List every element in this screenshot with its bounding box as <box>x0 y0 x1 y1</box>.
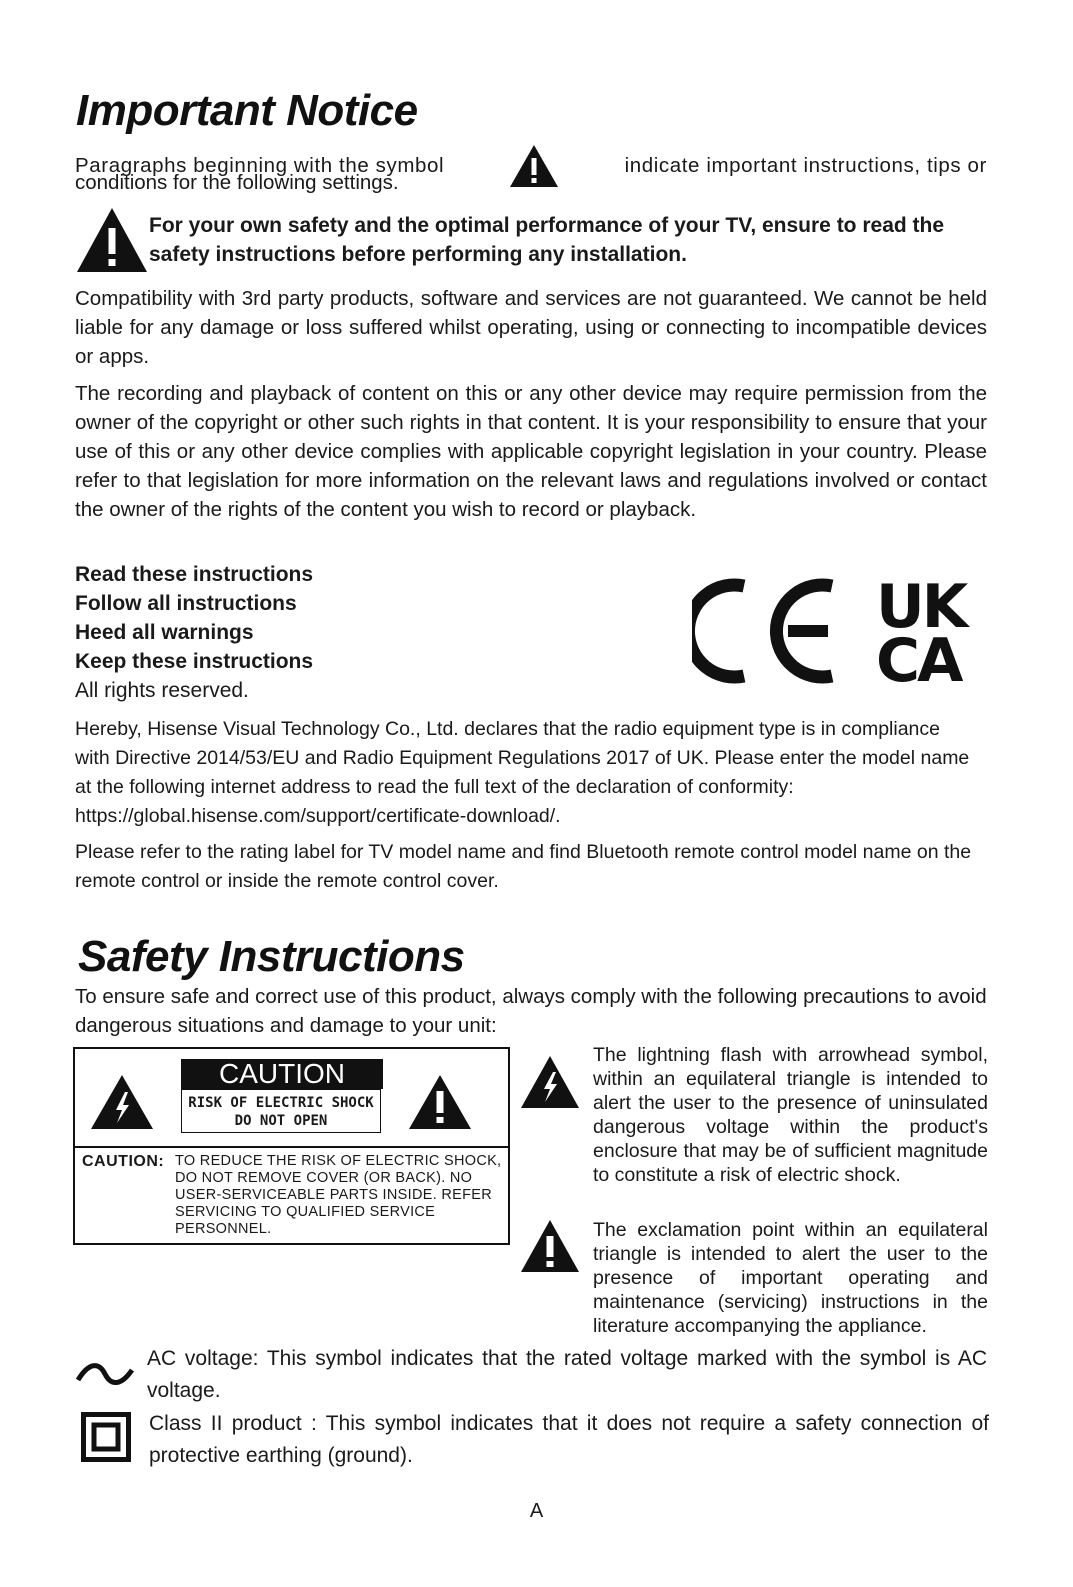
recording-paragraph: The recording and playback of content on this or any other device may require permission from the owner of the copyright or other such rights in that content. It is your responsibility to ensure that your use of this or any other device complies with applicable copyright legislation in your country. Please refer to that legislation for more information on the relevant laws and regulations involved or contact the owner of the rights of the content you wish to record or playback. <box>75 382 987 521</box>
lightning-symbol-icon <box>519 1054 581 1110</box>
ac-voltage-text: AC voltage: This symbol indicates that the rated voltage marked with the symbol is AC voltage. <box>147 1347 987 1402</box>
ukca-mark-logo <box>876 572 988 696</box>
safety-warning-triangle-icon <box>75 206 149 274</box>
caution-label-box <box>73 1047 510 1245</box>
caution-subtitle <box>181 1089 381 1133</box>
ce-mark-logo <box>692 578 842 684</box>
caution-text: TO REDUCE THE RISK OF ELECTRIC SHOCK, DO NOT REMOVE COVER (OR BACK). NO USER-SERVICEABLE PARTS INSIDE. REFER SERVICING TO QUALIFIED SERVICE PERSONNEL. <box>175 1153 502 1237</box>
exclamation-symbol-icon <box>519 1218 581 1274</box>
notice-intro-part2: indicate important instructions, tips or <box>624 154 987 177</box>
caution-box-header <box>75 1049 508 1148</box>
exclamation-symbol-text: The exclamation point within an equilateral triangle is intended to alert the user to the presence of important operating and maintenance (servicing) instructions in the literature accompanying the appliance. <box>593 1219 988 1337</box>
ac-voltage-icon <box>75 1360 135 1395</box>
caution-label: CAUTION: <box>82 1153 165 1170</box>
declaration-paragraph: Hereby, Hisense Visual Technology Co., Ltd. declares that the radio equipment type is in compliance with Directive 2014/53/EU and Radio Equipment Regulations 2017 of UK. Please enter the model name at the following internet address to read the full text of the declaration of conformity: https://global.hisense.com/support/certificate-download/. <box>75 718 970 827</box>
ca-text: CA <box>876 626 961 696</box>
notice-intro-line2: conditions for the following settings. <box>75 171 399 194</box>
instruction-item: Heed all warnings <box>75 621 254 644</box>
rights-reserved: All rights reserved. <box>75 679 249 702</box>
rating-paragraph: Please refer to the rating label for TV model name and find Bluetooth remote control model name on the remote control or inside the remote control cover. <box>75 841 972 892</box>
important-notice-title: Important Notice <box>76 86 418 135</box>
class-two-text: Class II product : This symbol indicates that it does not require a safety connection of protective earthing (ground). <box>149 1412 989 1467</box>
uk-text: UK <box>876 572 966 642</box>
caution-sub-line2: DO NOT OPEN <box>234 1113 328 1129</box>
notice-intro-part1: Paragraphs beginning with the symbol <box>75 154 445 177</box>
compatibility-paragraph: Compatibility with 3rd party products, software and services are not guaranteed. We cannot be held liable for any damage or loss suffered whilst operating, using or connecting to incompatible devices or apps. <box>75 287 987 368</box>
caution-title: CAUTION <box>181 1059 383 1089</box>
instruction-item: Read these instructions <box>75 563 314 586</box>
safety-instructions-title: Safety Instructions <box>78 932 465 981</box>
lightning-triangle-icon <box>89 1073 155 1131</box>
exclamation-triangle-icon <box>407 1073 473 1131</box>
instruction-item: Follow all instructions <box>75 592 297 615</box>
safety-warning-text: For your own safety and the optimal performance of your TV, ensure to read the safety instructions before performing any installation. <box>149 214 945 266</box>
caution-sub-line1: RISK OF ELECTRIC SHOCK <box>188 1095 374 1111</box>
class-two-icon <box>81 1412 131 1467</box>
warning-triangle-icon <box>508 143 560 189</box>
lightning-symbol-text: The lightning flash with arrowhead symbol, within an equilateral triangle is intended to alert the user to the presence of uninsulated dangerous voltage within the product's enclosure that may be of sufficient magnitude to constitute a risk of electric shock. <box>593 1044 988 1186</box>
page-number: A <box>529 1500 544 1522</box>
instruction-item: Keep these instructions <box>75 650 314 673</box>
safety-intro: To ensure safe and correct use of this product, always comply with the following precautions to avoid dangerous situations and damage to your unit: <box>75 985 987 1037</box>
